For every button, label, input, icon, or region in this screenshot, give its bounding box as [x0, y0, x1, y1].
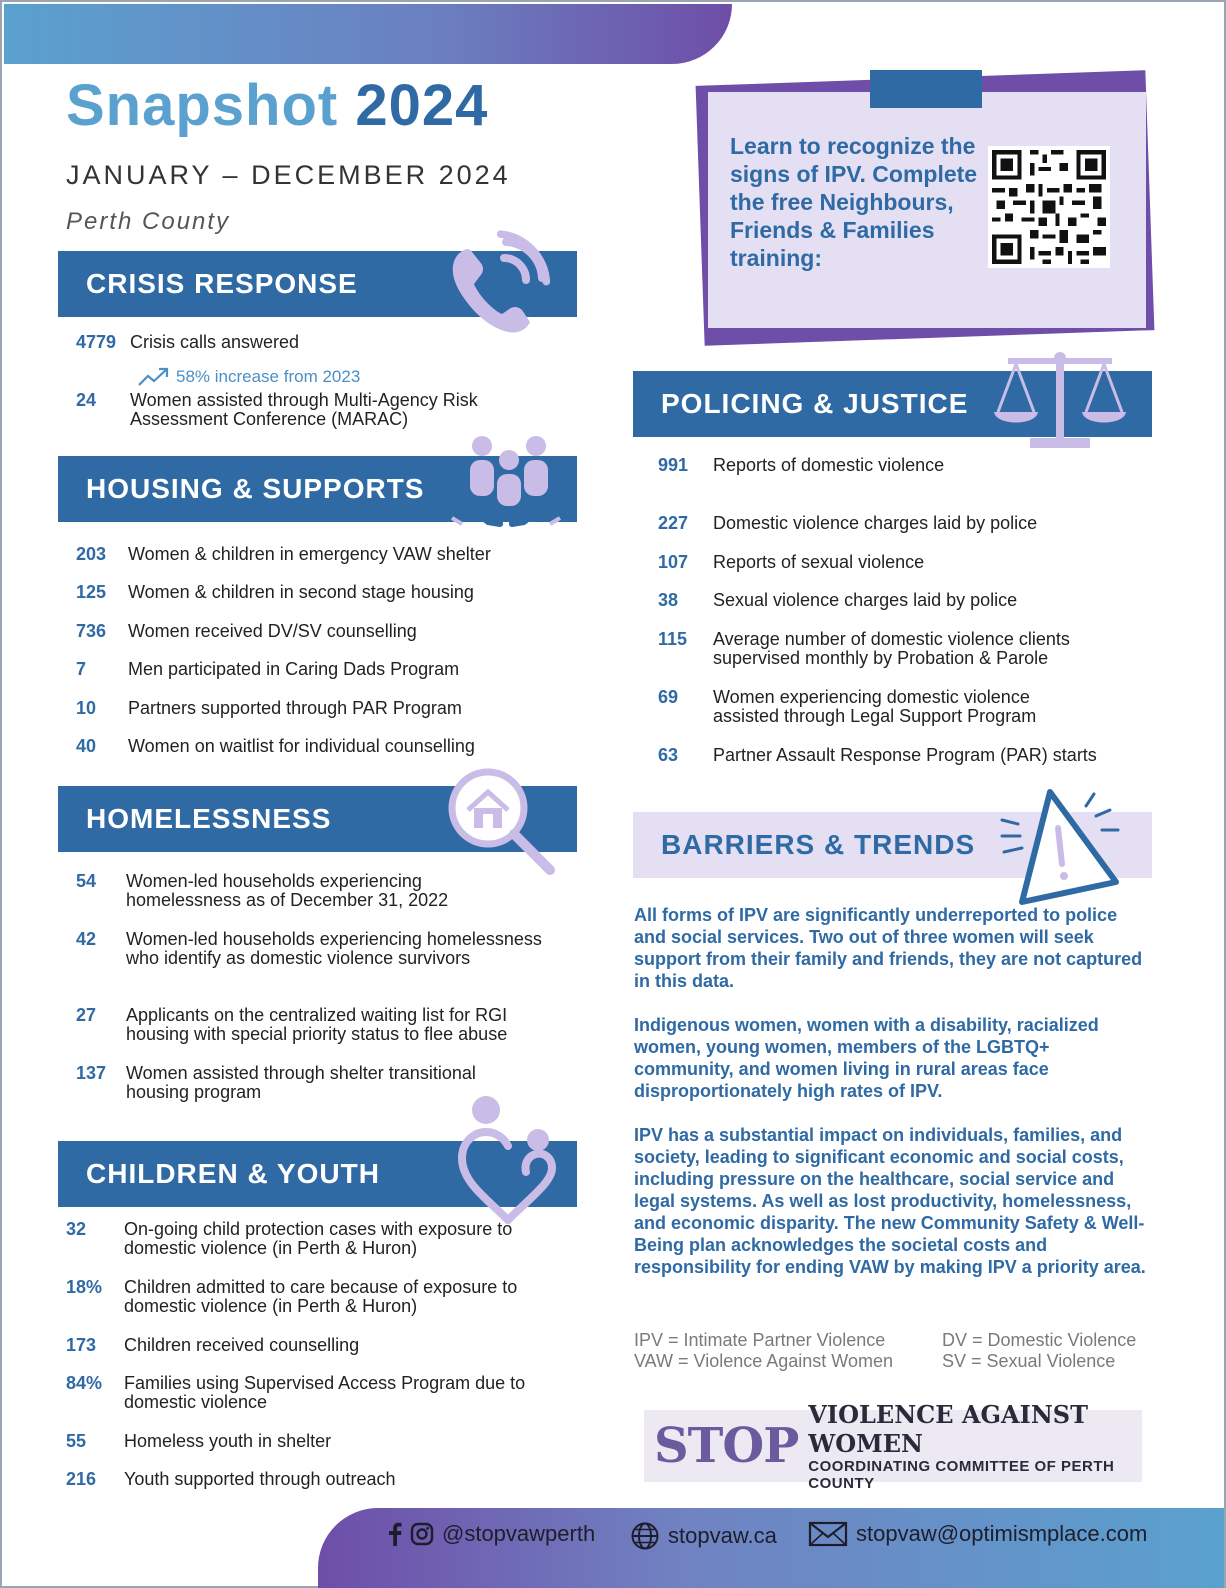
stat-number: 137 — [76, 1063, 107, 1083]
list-item — [76, 545, 491, 564]
callout-tape — [870, 70, 982, 108]
stat-number: 54 — [76, 871, 97, 891]
parent-child-heart-icon — [456, 1092, 560, 1224]
facebook-icon[interactable] — [388, 1522, 402, 1546]
stat-number: 40 — [76, 736, 97, 756]
footer-social[interactable] — [388, 1521, 595, 1547]
footer-email[interactable] — [808, 1521, 1147, 1547]
social-handle[interactable]: @stopvawperth — [442, 1521, 596, 1546]
stat-label: Partners supported through PAR Program — [128, 698, 462, 718]
stat-number: 7 — [76, 659, 87, 679]
family-hands-icon — [448, 432, 564, 536]
list-item — [76, 930, 556, 968]
list-item — [658, 688, 1138, 726]
stat-label: Children admitted to care because of exposure to domestic violence (in Perth & Huron) — [124, 1277, 518, 1316]
list-item — [76, 737, 475, 756]
increase-text: 58% increase from 2023 — [176, 367, 361, 386]
stat-label: Sexual violence charges laid by police — [713, 590, 1018, 610]
stat-number: 107 — [658, 552, 689, 572]
stat-label: Families using Supervised Access Program due to domestic violence — [124, 1373, 526, 1412]
stat-number: 55 — [66, 1431, 87, 1451]
stat-number: 18% — [66, 1277, 103, 1297]
logo-committee: COORDINATING COMMITTEE OF PERTH COUNTY — [808, 1458, 1115, 1492]
top-banner — [4, 4, 732, 64]
email-link[interactable]: stopvaw@optimismplace.com — [856, 1521, 1148, 1546]
stat-number: 203 — [76, 544, 107, 564]
stat-label: Women-led households experiencing homelessness as of December 31, 2022 — [126, 871, 449, 910]
stat-number: 736 — [76, 621, 107, 641]
stat-number: 4779 — [76, 332, 117, 352]
stat-label: Youth supported through outreach — [124, 1469, 396, 1489]
date-range: JANUARY – DECEMBER 2024 — [66, 160, 511, 190]
legend-vaw: VAW = Violence Against Women — [634, 1351, 893, 1371]
legend-ipv: IPV = Intimate Partner Violence — [634, 1330, 886, 1350]
stat-number: 227 — [658, 513, 689, 533]
stat-label: Women-led households experiencing homelessness who identify as domestic violence survivors — [126, 929, 542, 968]
stat-label: Women assisted through Multi-Agency Risk Assessment Conference (MARAC) — [130, 390, 478, 429]
homelessness-title: HOMELESSNESS — [86, 803, 332, 834]
stat-number: 27 — [76, 1005, 97, 1025]
region: Perth County — [66, 208, 231, 235]
barriers-paragraph: All forms of IPV are significantly underreported to police and social services. Two out of three women will seek support from their family and friends, they are not captured in this data. — [634, 905, 1143, 991]
page-title — [66, 72, 488, 139]
children-youth-title: CHILDREN & YOUTH — [86, 1158, 380, 1189]
stat-number: 991 — [658, 455, 689, 475]
stat-label: Average number of domestic violence clients supervised monthly by Probation & Parole — [713, 629, 1070, 668]
stat-number: 32 — [66, 1219, 87, 1239]
barriers-paragraph: Indigenous women, women with a disability, racialized women, young women, members of the LGBTQ+ community, and women living in rural areas face disproportionately high rates of IPV. — [634, 1015, 1099, 1101]
stat-label: Women assisted through shelter transitional housing program — [126, 1063, 476, 1102]
stat-number: 125 — [76, 582, 107, 602]
list-item — [66, 1220, 546, 1258]
list-item — [76, 699, 462, 718]
stat-label: On-going child protection cases with exposure to domestic violence (in Perth & Huron) — [124, 1219, 513, 1258]
legend-left — [634, 1330, 893, 1372]
website-link[interactable]: stopvaw.ca — [668, 1523, 777, 1548]
legend-dv: DV = Domestic Violence — [942, 1330, 1137, 1350]
logo-stop: STOP — [654, 1418, 799, 1474]
stat-label: Women received DV/SV counselling — [128, 621, 417, 641]
list-item — [658, 591, 1017, 610]
stat-label: Reports of domestic violence — [713, 455, 945, 475]
stat-label: Applicants on the centralized waiting list for RGI housing with special priority status to flee abuse — [126, 1005, 508, 1044]
stat-label: Women & children in emergency VAW shelter — [128, 544, 491, 564]
policing-justice-title: POLICING & JUSTICE — [661, 388, 969, 419]
stat-number: 115 — [658, 629, 688, 649]
increase-note — [138, 367, 360, 387]
qr-code-icon[interactable] — [988, 146, 1110, 268]
list-item — [658, 630, 1138, 668]
list-item — [76, 391, 536, 429]
barriers-paragraph: IPV has a substantial impact on individuals, families, and society, leading to significant economic and social costs, including pressure on the healthcare, social service and legal systems. As well as lost productivity, homelessness, and economic disparity. The new Community Safety & Well-Being plan acknowledges the societal costs and responsibility for ending VAW by making IPV a priority area. — [634, 1125, 1146, 1277]
title-word: Snapshot — [66, 73, 339, 138]
stat-label: Women on waitlist for individual counselling — [128, 736, 475, 756]
logo-vaw: VIOLENCE AGAINST WOMEN — [808, 1400, 1088, 1458]
stat-label: Men participated in Caring Dads Program — [128, 659, 460, 679]
stat-label: Partner Assault Response Program (PAR) starts — [713, 745, 1097, 765]
legend-right — [942, 1330, 1136, 1372]
list-item — [658, 553, 924, 572]
list-item — [658, 514, 1037, 533]
title-year: 2024 — [355, 73, 489, 138]
stat-number: 38 — [658, 590, 679, 610]
list-item — [66, 1432, 331, 1451]
crisis-response-title: CRISIS RESPONSE — [86, 268, 358, 299]
warning-icon — [998, 784, 1124, 908]
list-item — [66, 1374, 546, 1412]
trend-up-icon — [138, 367, 170, 387]
stop-vaw-logo — [644, 1400, 1142, 1492]
list-item — [76, 1006, 556, 1044]
stat-label: Women & children in second stage housing — [128, 582, 474, 602]
phone-icon — [442, 228, 554, 338]
list-item — [76, 872, 556, 910]
stat-number: 42 — [76, 929, 97, 949]
list-item — [76, 333, 299, 352]
list-item — [658, 746, 1097, 765]
stat-number: 10 — [76, 698, 97, 718]
barriers-text — [634, 904, 1154, 1300]
house-search-icon — [446, 766, 558, 878]
stat-label: Reports of sexual violence — [713, 552, 925, 572]
stat-label: Crisis calls answered — [130, 332, 300, 352]
stat-label: Homeless youth in shelter — [124, 1431, 332, 1451]
stat-number: 69 — [658, 687, 679, 707]
footer-website[interactable] — [630, 1521, 777, 1551]
scales-icon — [992, 350, 1128, 454]
globe-icon — [630, 1521, 660, 1551]
stat-label: Domestic violence charges laid by police — [713, 513, 1038, 533]
stat-label: Children received counselling — [124, 1335, 360, 1355]
stat-label: Women experiencing domestic violence assisted through Legal Support Program — [713, 687, 1037, 726]
stat-number: 173 — [66, 1335, 97, 1355]
stat-number: 24 — [76, 390, 97, 410]
callout-text: Learn to recognize the signs of IPV. Complete the free Neighbours, Friends & Families training: — [730, 133, 978, 271]
list-item — [66, 1278, 546, 1316]
stat-number: 63 — [658, 745, 679, 765]
list-item — [76, 660, 459, 679]
list-item — [658, 456, 944, 475]
legend-sv: SV = Sexual Violence — [942, 1351, 1116, 1371]
list-item — [76, 583, 474, 602]
stat-number: 84% — [66, 1373, 103, 1393]
envelope-icon — [808, 1521, 848, 1547]
barriers-trends-title: BARRIERS & TRENDS — [661, 829, 976, 860]
list-item — [66, 1336, 359, 1355]
stat-number: 216 — [66, 1469, 97, 1489]
instagram-icon[interactable] — [410, 1522, 434, 1546]
list-item — [76, 622, 417, 641]
list-item — [66, 1470, 396, 1489]
housing-supports-title: HOUSING & SUPPORTS — [86, 473, 425, 504]
